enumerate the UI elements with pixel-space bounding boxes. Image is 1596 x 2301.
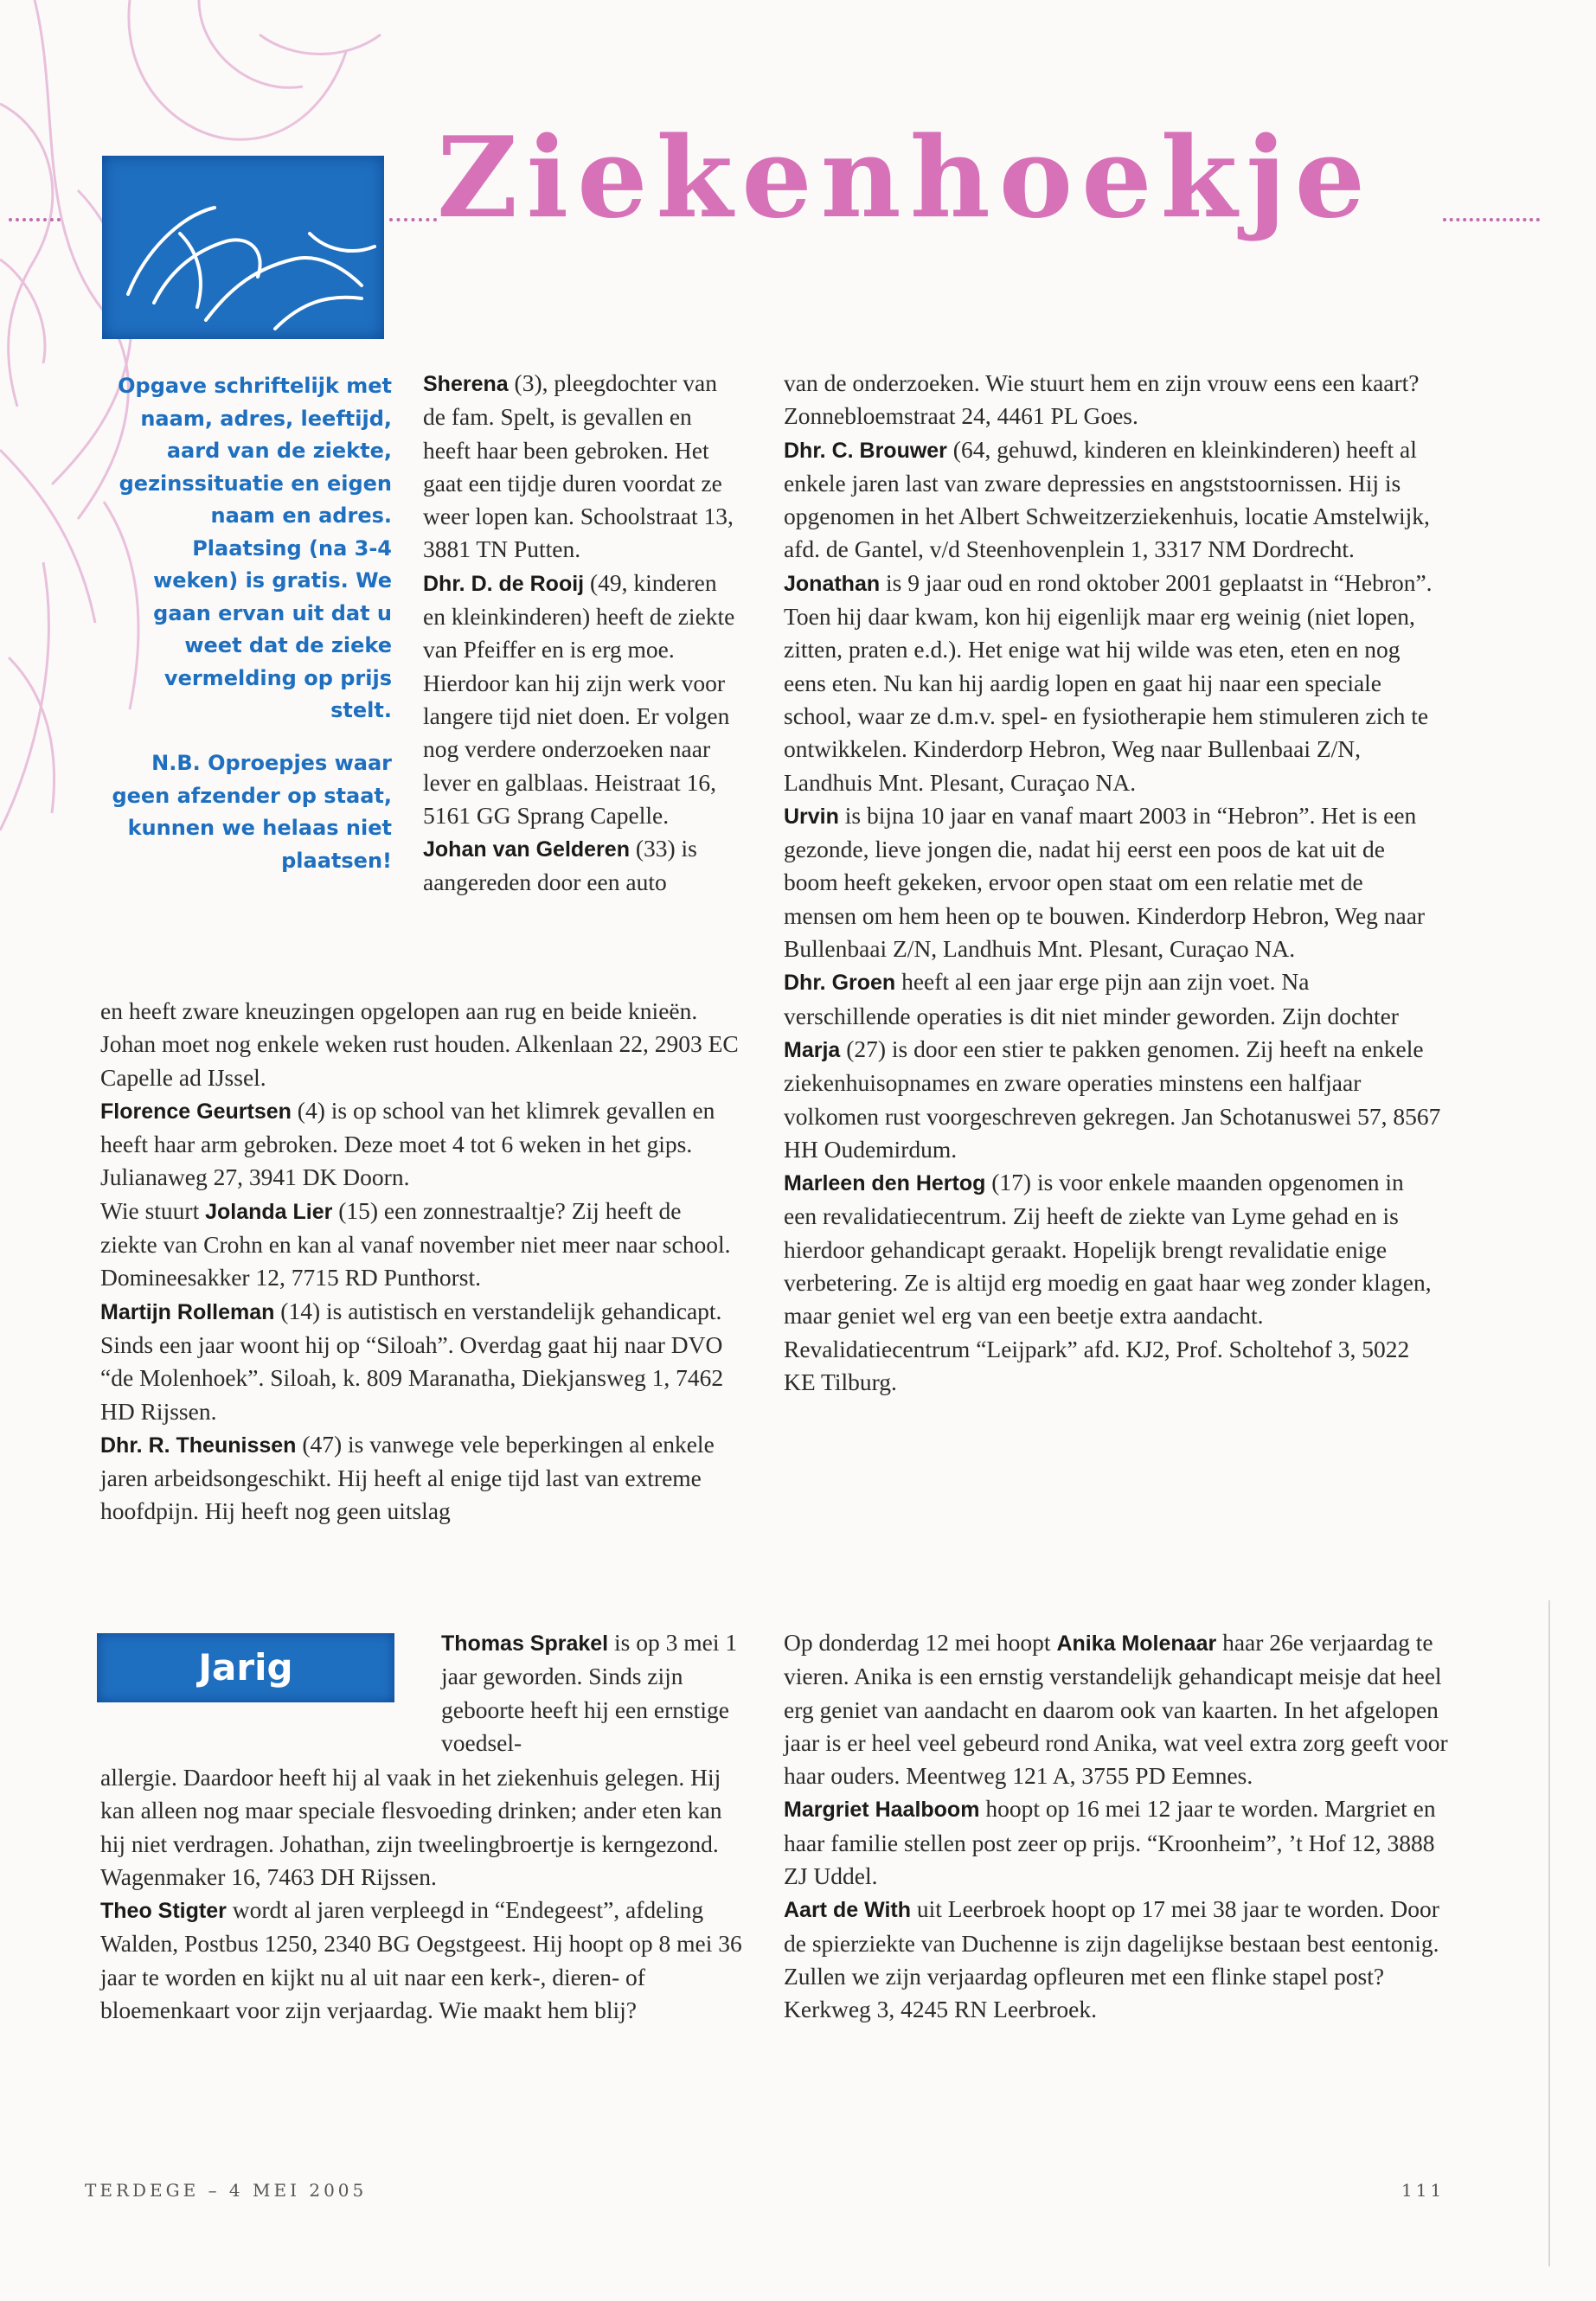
entry-van-gelderen: Johan van Gelderen (33) is aangereden door een auto	[423, 835, 697, 896]
entry-sprakel-cont: allergie. Daardoor heeft hij al vaak in het ziekenhuis gelegen. Hij kan alleen nog maar speciale flesvoeding drinken; ander eten kan hij niet verdragen. Johathan, zijn tweelingbroertje is kerngezond. Wagenmaker 16, 7463 DH Rijssen.	[100, 1764, 722, 1890]
entry-den-hertog: Marleen den Hertog (17) is voor enkele maanden opgenomen in een revalidatiecentrum. Zij heeft de ziekte van Lyme gehad en is hierdoor gehandicapt geraakt. Hopelijk brengt revalidatie enige verbetering. Ze is altijd erg moedig en gaat haar weg zonder klagen, maar geniet wel erg van een beetje extra aandacht. Revalidatiecentrum “Leijpark” afd. KJ2, Prof. Scholtehof 3, 5022 KE Tilburg.	[784, 1169, 1432, 1395]
entry-stigter: Theo Stigter wordt al jaren verpleegd in “Endegeest”, afdeling Walden, Postbus 1250, 2340 BG Oegstgeest. Hij hoopt op 8 mei 36 jaar te worden en kijkt nu al uit naar een kerk-, dieren- of bloemenkaart voor zijn verjaardag. Wie maakt hem blij?	[100, 1896, 742, 2024]
title-rule-left	[9, 218, 61, 227]
entry-haalboom: Margriet Haalboom hoopt op 16 mei 12 jaar te worden. Margriet en haar familie stellen post zeer op prijs. “Kroonheim”, ’t Hof 12, 3888 ZJ Uddel.	[784, 1795, 1436, 1890]
entry-de-rooij: Dhr. D. de Rooij (49, kinderen en kleinkinderen) heeft de ziekte van Pfeiffer en is erg moe. Hierdoor kan hij zijn werk voor langere tijd niet doen. Er volgen nog verdere onderzoeken naar lever en galblaas. Heistraat 16, 5161 GG Sprang Capelle.	[423, 568, 735, 829]
entry-brouwer: Dhr. C. Brouwer (64, gehuwd, kinderen en kleinkinderen) heeft al enkele jaren last van zware depressies en angststoornissen. Hij is opgenomen in het Albert Schweitzerziekenhuis, locatie Amstelwijk, afd. de Gantel, v/d Steenhovenplein 1, 3317 NM Dordrecht.	[784, 435, 1430, 563]
submission-instructions: Opgave schriftelijk met naam, adres, leeftijd, aard van de ziekte, gezinssituatie en eigen naam en adres. Plaatsing (na 3-4 weken) is gratis. We gaan ervan uit dat u weet dat de zieke vermelding op prijs stelt.	[118, 374, 392, 722]
title-image-box	[102, 156, 384, 339]
jarig-column-1-upper	[441, 1626, 740, 1759]
entry-sprakel: Thomas Sprakel is op 3 mei 1 jaar geworden. Sinds zijn geboorte heeft hij een ernstige voedsel-	[441, 1629, 738, 1756]
column-2	[784, 367, 1441, 1399]
flower-line-art	[102, 156, 384, 339]
entry-van-gelderen-cont: en heeft zware kneuzingen opgelopen aan rug en beide knieën. Johan moet nog enkele weken rust houden. Alkenlaan 22, 2903 EC Capelle ad IJssel.	[100, 997, 739, 1091]
column-1-upper	[423, 367, 736, 900]
nb-note: N.B. Oproepjes waar geen afzender op staat, kunnen we helaas niet plaatsen!	[112, 751, 392, 873]
entry-rolleman: Martijn Rolleman (14) is autistisch en verstandelijk gehandicapt. Sinds een jaar woont hij op “Siloah”. Overdag gaat hij naar DVO “de Molenhoek”. Siloah, k. 809 Maranatha, Diekjansweg 1, 7462 HD Rijssen.	[100, 1297, 724, 1425]
column-1-lower	[100, 995, 740, 1529]
page-edge-rule	[1548, 1600, 1550, 2266]
title-rule-right	[1443, 218, 1540, 227]
entry-groen: Dhr. Groen heeft al een jaar erge pijn aan zijn voet. Na verschillende operaties is dit niet minder geworden. Zijn dochter Marja (27) is door een stier te pakken genomen. Zij heeft na enkele ziekenhuisopnames en zware operaties minstens een halfjaar volkomen rust voorgeschreven gekregen. Jan Schotanuswei 57, 8567 HH Oudemirdum.	[784, 968, 1441, 1163]
entry-theunissen: Dhr. R. Theunissen (47) is vanwege vele beperkingen al enkele jaren arbeidsongeschikt. Hij heeft al enige tijd last van extreme hoofdpijn. Hij heeft nog geen uitslag	[100, 1430, 715, 1525]
jarig-column-2	[784, 1626, 1450, 2027]
entry-geurtsen: Florence Geurtsen (4) is op school van het klimrek gevallen en heeft haar arm gebroken. Deze moet 4 tot 6 weken in het gips. Julianaweg 27, 3941 DK Doorn.	[100, 1096, 715, 1191]
entry-de-with: Aart de With uit Leerbroek hoopt op 17 mei 38 jaar te worden. Door de spierziekte van Duchenne is zijn dagelijkse bestaan best eentonig. Zullen we zijn verjaardag opfleuren met een flinke stapel post? Kerkweg 3, 4245 RN Leerbroek.	[784, 1895, 1439, 2023]
entry-molenaar: Op donderdag 12 mei hoopt Anika Molenaar haar 26e verjaardag te vieren. Anika is een ernstig verstandelijk gehandicapt meisje dat heel erg geniet van aandacht en daarom ook van kaarten. In het afgelopen jaar is er heel veel gebeurd rond Anika, wat veel extra zorg geeft voor haar ouders. Meentweg 121 A, 3755 PD Eemnes.	[784, 1629, 1448, 1790]
jarig-column-1-lower	[100, 1761, 745, 2027]
title-rule-middle	[389, 218, 437, 227]
entry-theunissen-cont: van de onderzoeken. Wie stuurt hem en zijn vrouw eens een kaart? Zonnebloemstraat 24, 4461 PL Goes.	[784, 369, 1420, 430]
entry-jonathan: Jonathan is 9 jaar oud en rond oktober 2001 geplaatst in “Hebron”. Toen hij daar kwam, kon hij eigenlijk maar erg weinig (niet lopen, zitten, praten e.d.). Het enige wat hij wilde was eten, eten en nog eens eten. Nu kan hij aardig lopen en gaat hij naar een speciale school, waar ze d.m.v. spel- en fysiotherapie hem stimuleren zich te ontwikkelen. Kinderdorp Hebron, Weg naar Bullenbaai Z/N, Landhuis Mnt. Plesant, Curaçao NA.	[784, 568, 1433, 796]
jarig-heading: Jarig	[97, 1633, 394, 1702]
page-title: Ziekenhoekje	[437, 113, 1374, 243]
page-number: 111	[1401, 2180, 1445, 2201]
entry-lier: Wie stuurt Jolanda Lier (15) een zonnestraaltje? Zij heeft de ziekte van Crohn en kan al vanaf november niet meer naar school. Domineesakker 12, 7715 RD Punthorst.	[100, 1196, 731, 1292]
footer-publication: TERDEGE – 4 MEI 2005	[85, 2180, 368, 2201]
entry-sherena: Sherena (3), pleegdochter van de fam. Spelt, is gevallen en heeft haar been gebroken. Het gaat een tijdje duren voordat ze weer lopen kan. Schoolstraat 13, 3881 TN Putten.	[423, 369, 734, 563]
entry-urvin: Urvin is bijna 10 jaar en vanaf maart 2003 in “Hebron”. Het is een gezonde, lieve jongen die, nadat hij eerst een poos de kat uit de boom heeft gekeken, ervoor open staat om een relatie met de mensen om hem heen op te bouwen. Kinderdorp Hebron, Weg naar Bullenbaai Z/N, Landhuis Mnt. Plesant, Curaçao NA.	[784, 801, 1426, 963]
